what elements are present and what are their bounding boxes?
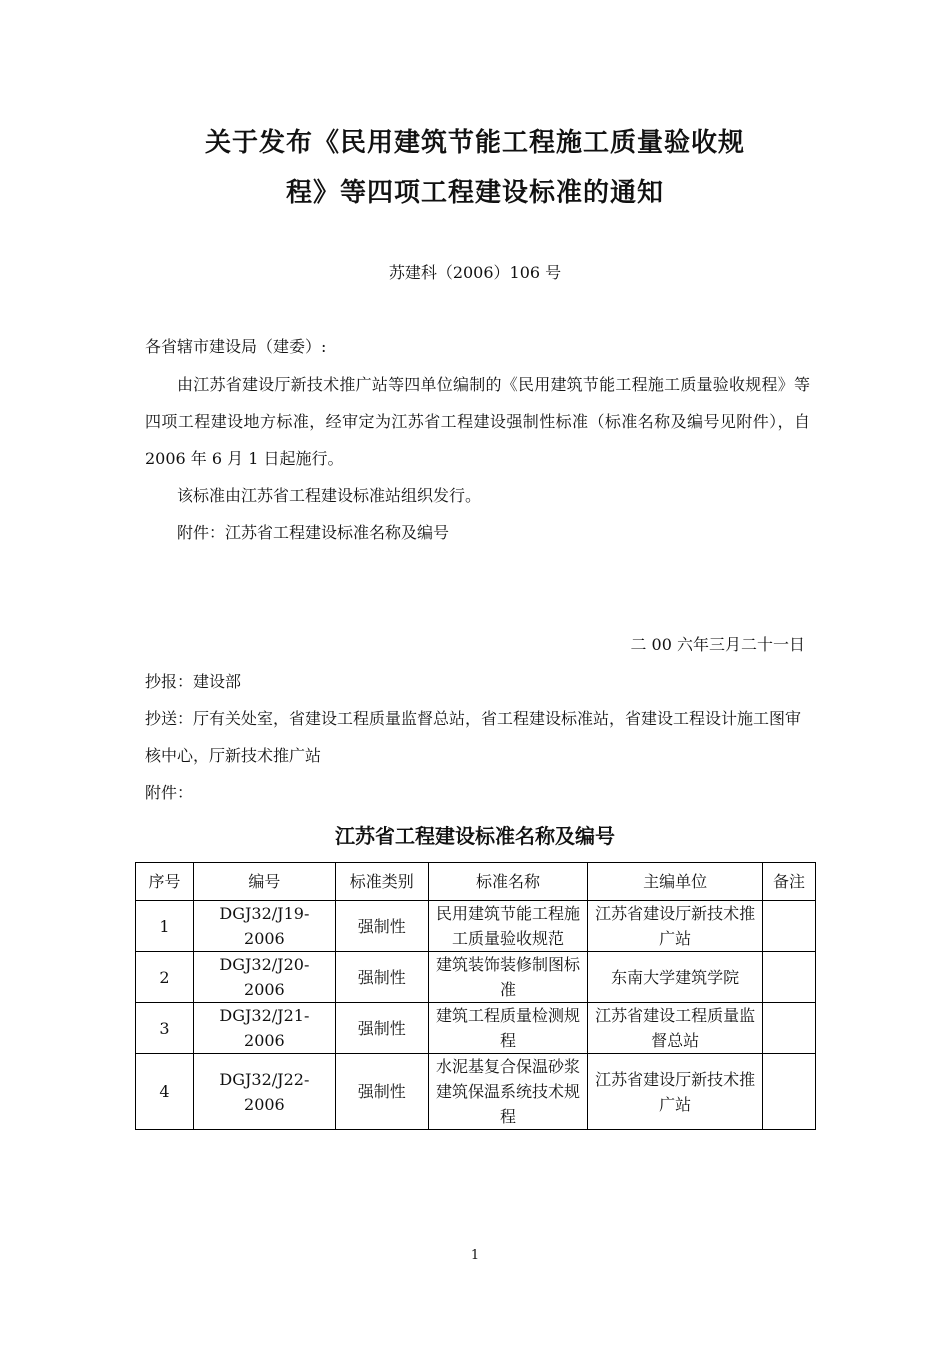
attachment-label: 附件： (145, 783, 194, 802)
table-title: 江苏省工程建设标准名称及编号 (335, 824, 615, 848)
cc-send: 抄送：厅有关处室，省建设工程质量监督总站，省工程建设标准站，省建设工程设计施工图审核中心，厅新技术推广站 (145, 709, 802, 765)
cell-org: 江苏省建设厅新技术推广站 (588, 1054, 763, 1130)
standards-table (135, 862, 816, 1130)
cell-type: 强制性 (335, 952, 428, 1003)
cell-seq: 3 (136, 1003, 194, 1054)
cell-note (763, 901, 816, 952)
cell-name: 建筑工程质量检测规程 (428, 1003, 588, 1054)
table-row (136, 901, 816, 952)
cell-code: DGJ32/J19-2006 (193, 901, 335, 952)
body-paragraph-2: 该标准由江苏省工程建设标准站组织发行。 (177, 486, 482, 505)
cell-seq: 4 (136, 1054, 194, 1130)
cell-note (763, 1054, 816, 1130)
cell-name: 建筑装饰装修制图标准 (428, 952, 588, 1003)
header-org: 主编单位 (588, 863, 763, 901)
table-header-row (136, 863, 816, 901)
header-note: 备注 (763, 863, 816, 901)
document-title-line1: 关于发布《民用建筑节能工程施工质量验收规 (204, 128, 745, 158)
header-code: 编号 (193, 863, 335, 901)
cell-note (763, 952, 816, 1003)
issue-date: 二 00 六年三月二十一日 (630, 635, 805, 654)
cell-name: 民用建筑节能工程施工质量验收规范 (428, 901, 588, 952)
cell-note (763, 1003, 816, 1054)
header-seq: 序号 (136, 863, 194, 901)
cell-code: DGJ32/J21-2006 (193, 1003, 335, 1054)
cell-seq: 2 (136, 952, 194, 1003)
page-number: 1 (470, 1248, 480, 1263)
cell-type: 强制性 (335, 901, 428, 952)
cell-code: DGJ32/J22-2006 (193, 1054, 335, 1130)
body-paragraph-1: 由江苏省建设厅新技术推广站等四单位编制的《民用建筑节能工程施工质量验收规程》等四项工程建设地方标准，经审定为江苏省工程建设强制性标准（标准名称及编号见附件），自 2006 年 6 月 1 日起施行。 (145, 375, 810, 468)
cell-type: 强制性 (335, 1003, 428, 1054)
header-name: 标准名称 (428, 863, 588, 901)
document-number: 苏建科（2006）106 号 (388, 263, 562, 282)
cell-seq: 1 (136, 901, 194, 952)
cell-code: DGJ32/J20-2006 (193, 952, 335, 1003)
cell-org: 东南大学建筑学院 (588, 952, 763, 1003)
cell-name: 水泥基复合保温砂浆建筑保温系统技术规程 (428, 1054, 588, 1130)
cell-org: 江苏省建设厅新技术推广站 (588, 901, 763, 952)
body-paragraph-3: 附件：江苏省工程建设标准名称及编号 (177, 523, 450, 542)
salutation: 各省辖市建设局（建委）: (145, 337, 327, 356)
table-row (136, 952, 816, 1003)
header-type: 标准类别 (335, 863, 428, 901)
table-row (136, 1054, 816, 1130)
cell-org: 江苏省建设工程质量监督总站 (588, 1003, 763, 1054)
table-row (136, 1003, 816, 1054)
document-title-line2: 程》等四项工程建设标准的通知 (285, 178, 664, 208)
cell-type: 强制性 (335, 1054, 428, 1130)
cc-report: 抄报：建设部 (145, 672, 242, 691)
